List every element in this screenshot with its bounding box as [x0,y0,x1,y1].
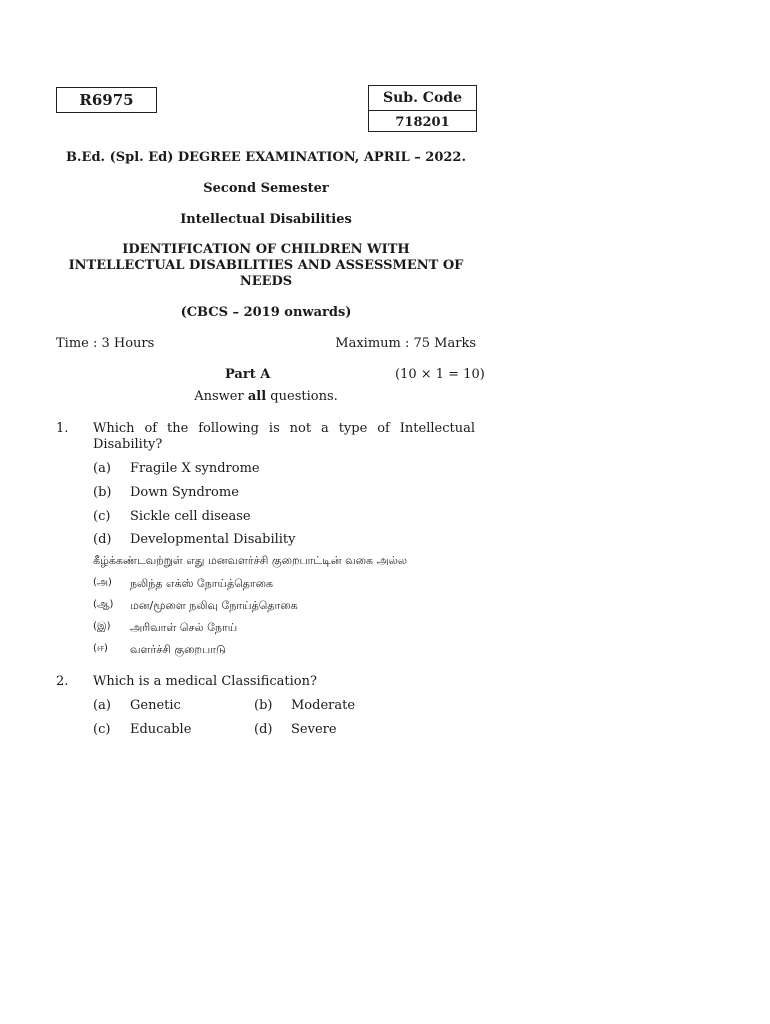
question-number: 2. [56,674,69,689]
instruction-post: questions. [266,389,338,404]
part-instruction [56,389,476,404]
option [254,698,355,713]
option-label: (d) [254,722,273,737]
instruction-pre: Answer [194,389,248,404]
option [93,532,295,547]
paper-title-line-1: IDENTIFICATION OF CHILDREN WITH [122,242,410,257]
roll-code-box [56,87,157,113]
paper-title [56,242,476,290]
tamil-option-label: (அ) [93,577,112,588]
option-label: (a) [93,698,111,713]
option [93,722,191,737]
tamil-option-label: (ஈ) [93,643,108,654]
part-title: Part A [225,367,271,382]
paper-title-line-2: INTELLECTUAL DISABILITIES AND ASSESSMENT OF [68,258,464,273]
instruction-bold: all [247,389,267,404]
question-text: Which of the following is not a type of Intellectual Disability? [93,421,475,452]
option-text: Fragile X syndrome [130,461,260,476]
exam-title: B.Ed. (Spl. Ed) DEGREE EXAMINATION, APRIL – 2022. [66,150,466,165]
sub-code-value: 718201 [395,114,450,130]
option-label: (a) [93,461,111,476]
option [254,722,337,737]
part-marks: (10 × 1 = 10) [395,367,485,382]
option-label: (c) [93,722,111,737]
option-label: (c) [93,509,111,524]
sub-code-box [368,85,477,132]
option-label: (b) [254,698,273,713]
tamil-option-text: வளர்ச்சி குறைபாடு [130,643,226,656]
tamil-option-label: (இ) [93,621,111,632]
option-text: Educable [130,722,192,737]
option-text: Developmental Disability [130,532,296,547]
subject: Intellectual Disabilities [180,212,352,227]
tamil-option-text: நலிந்த எக்ஸ் நோய்த்தொகை [130,577,274,590]
tamil-question-text: கீழ்க்கண்டவற்றுள் எது மனவளர்ச்சி குறைபாட்டின் வகை அல்ல [93,554,408,567]
option [93,509,251,524]
option-text: Severe [291,722,337,737]
tamil-option-label: (ஆ) [93,599,114,610]
option-label: (d) [93,532,112,547]
tamil-option [93,577,273,592]
option [93,485,239,500]
tamil-option [93,643,226,658]
tamil-option-text: அரிவாள் செல் நோய் [130,621,238,634]
time-duration: Time : 3 Hours [56,336,155,351]
scheme: (CBCS – 2019 onwards) [180,305,352,320]
option-text: Down Syndrome [130,485,239,500]
maximum-marks: Maximum : 75 Marks [335,336,476,351]
tamil-option [93,599,298,614]
option-text: Moderate [291,698,356,713]
tamil-option [93,621,237,636]
paper-title-line-3: NEEDS [239,274,293,289]
option [93,461,260,476]
roll-code: R6975 [79,91,134,109]
semester: Second Semester [203,181,329,196]
question-number: 1. [56,421,69,436]
question-text: Which is a medical Classification? [93,674,317,689]
option-text: Genetic [130,698,181,713]
time-marks-row [56,336,476,351]
sub-code-label: Sub. Code [369,86,476,111]
option [93,698,181,713]
option-text: Sickle cell disease [130,509,251,524]
tamil-option-text: மன/மூளை நலிவு நோய்த்தொகை [130,599,298,612]
option-label: (b) [93,485,112,500]
